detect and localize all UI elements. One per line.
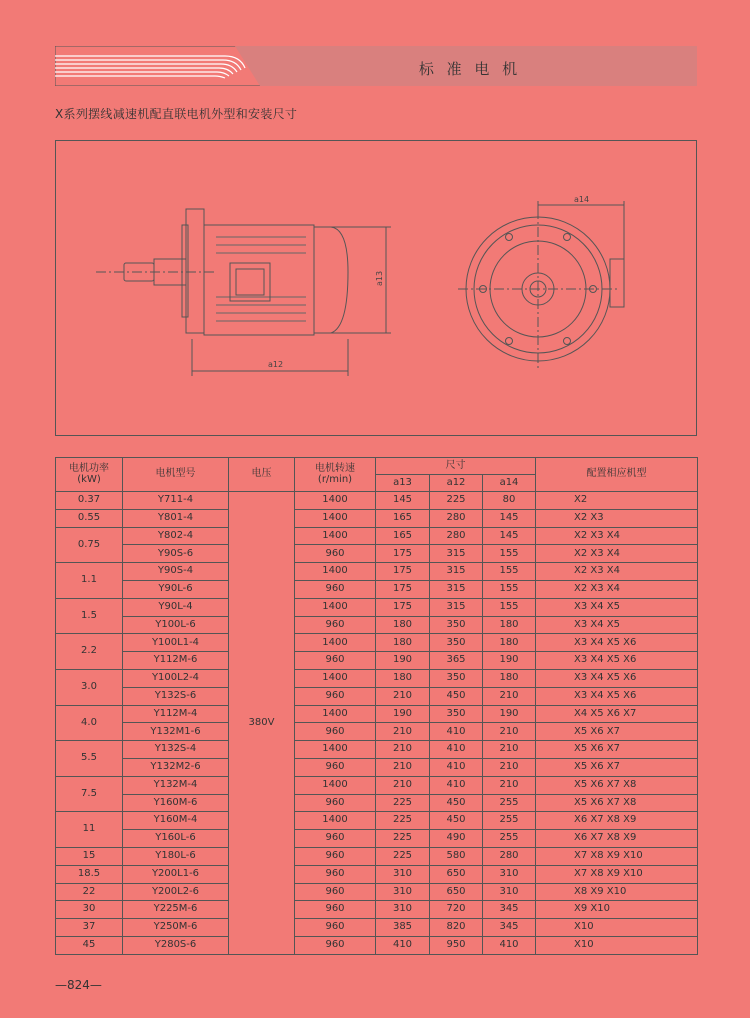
a14-cell: 190 (483, 705, 536, 723)
a14-cell: 210 (483, 723, 536, 741)
fit-cell: X7 X8 X9 X10 (536, 847, 698, 865)
model-cell: Y112M-6 (123, 652, 229, 670)
table-row (56, 776, 698, 794)
a12-cell: 580 (430, 847, 483, 865)
motor-drawing-frame (55, 140, 697, 436)
a14-cell: 310 (483, 865, 536, 883)
table-row (56, 687, 698, 705)
table-row (56, 883, 698, 901)
a13-cell: 210 (376, 776, 430, 794)
model-cell: Y132S-6 (123, 687, 229, 705)
speed-cell: 960 (295, 616, 376, 634)
speed-cell: 1400 (295, 705, 376, 723)
model-cell: Y802-4 (123, 527, 229, 545)
a13-cell: 385 (376, 919, 430, 937)
model-cell: Y180L-6 (123, 847, 229, 865)
model-cell: Y711-4 (123, 492, 229, 510)
power-cell: 1.5 (56, 598, 123, 634)
a14-cell: 210 (483, 687, 536, 705)
a13-cell: 310 (376, 901, 430, 919)
power-cell: 45 (56, 936, 123, 954)
model-cell: Y90S-4 (123, 563, 229, 581)
power-cell: 4.0 (56, 705, 123, 741)
a12-cell: 650 (430, 883, 483, 901)
power-cell: 22 (56, 883, 123, 901)
fit-cell: X6 X7 X8 X9 (536, 830, 698, 848)
fit-cell: X5 X6 X7 X8 (536, 794, 698, 812)
power-cell: 30 (56, 901, 123, 919)
model-cell: Y100L2-4 (123, 669, 229, 687)
fit-cell: X2 X3 X4 (536, 563, 698, 581)
fit-cell: X2 X3 X4 (536, 527, 698, 545)
power-cell: 0.55 (56, 509, 123, 527)
power-cell: 11 (56, 812, 123, 848)
a12-cell: 720 (430, 901, 483, 919)
a12-cell: 490 (430, 830, 483, 848)
fit-cell: X8 X9 X10 (536, 883, 698, 901)
model-cell: Y160L-6 (123, 830, 229, 848)
power-cell: 37 (56, 919, 123, 937)
header-a13: a13 (376, 475, 430, 492)
a14-cell: 155 (483, 598, 536, 616)
a12-cell: 410 (430, 776, 483, 794)
a12-cell: 280 (430, 509, 483, 527)
speed-cell: 1400 (295, 527, 376, 545)
fan-cover-shape (314, 227, 348, 333)
a14-cell: 345 (483, 919, 536, 937)
speed-cell: 1400 (295, 812, 376, 830)
label-a14: a14 (574, 195, 590, 204)
a14-cell: 180 (483, 616, 536, 634)
table-row (56, 758, 698, 776)
a13-cell: 175 (376, 580, 430, 598)
a12-cell: 280 (430, 527, 483, 545)
a12-cell: 450 (430, 687, 483, 705)
a13-cell: 225 (376, 847, 430, 865)
header-power: 电机功率 (kW) (56, 458, 123, 492)
a14-cell: 210 (483, 741, 536, 759)
power-cell: 0.37 (56, 492, 123, 510)
speed-cell: 960 (295, 758, 376, 776)
fit-cell: X3 X4 X5 X6 (536, 652, 698, 670)
section-subtitle: X系列摆线减速机配直联电机外型和安装尺寸 (55, 107, 298, 121)
a14-cell: 145 (483, 509, 536, 527)
fit-cell: X2 X3 (536, 509, 698, 527)
motor-drawing (56, 141, 696, 435)
table-row (56, 901, 698, 919)
header-a12: a12 (430, 475, 483, 492)
fit-cell: X10 (536, 919, 698, 937)
a12-cell: 410 (430, 723, 483, 741)
fit-cell: X2 X3 X4 (536, 545, 698, 563)
a13-cell: 210 (376, 687, 430, 705)
page-number: —824— (55, 978, 102, 992)
table-row (56, 616, 698, 634)
model-cell: Y801-4 (123, 509, 229, 527)
a13-cell: 165 (376, 509, 430, 527)
power-cell: 15 (56, 847, 123, 865)
fit-cell: X7 X8 X9 X10 (536, 865, 698, 883)
header-a14: a14 (483, 475, 536, 492)
model-cell: Y160M-4 (123, 812, 229, 830)
table-row (56, 580, 698, 598)
speed-cell: 1400 (295, 741, 376, 759)
power-cell: 7.5 (56, 776, 123, 812)
power-cell: 3.0 (56, 669, 123, 705)
a13-cell: 410 (376, 936, 430, 954)
a14-cell: 155 (483, 580, 536, 598)
fit-cell: X5 X6 X7 (536, 741, 698, 759)
a14-cell: 255 (483, 830, 536, 848)
flange-shape (186, 209, 204, 333)
a14-cell: 210 (483, 776, 536, 794)
fit-cell: X2 X3 X4 (536, 580, 698, 598)
a12-cell: 450 (430, 794, 483, 812)
a13-cell: 210 (376, 758, 430, 776)
speed-cell: 960 (295, 652, 376, 670)
speed-cell: 1400 (295, 509, 376, 527)
a14-cell: 145 (483, 527, 536, 545)
a12-cell: 350 (430, 616, 483, 634)
a13-cell: 145 (376, 492, 430, 510)
table-row (56, 634, 698, 652)
a13-cell: 180 (376, 634, 430, 652)
a12-cell: 410 (430, 741, 483, 759)
a13-cell: 225 (376, 794, 430, 812)
speed-cell: 960 (295, 901, 376, 919)
fit-cell: X3 X4 X5 (536, 616, 698, 634)
a14-cell: 280 (483, 847, 536, 865)
a13-cell: 165 (376, 527, 430, 545)
header-size: 尺寸 (376, 458, 536, 475)
fit-cell: X2 (536, 492, 698, 510)
table-row (56, 527, 698, 545)
header-model: 电机型号 (123, 458, 229, 492)
a12-cell: 820 (430, 919, 483, 937)
label-a12: a12 (268, 360, 284, 369)
model-cell: Y132M2-6 (123, 758, 229, 776)
model-cell: Y100L-6 (123, 616, 229, 634)
a13-cell: 180 (376, 616, 430, 634)
header-voltage: 电压 (229, 458, 295, 492)
a12-cell: 315 (430, 563, 483, 581)
power-cell: 2.2 (56, 634, 123, 670)
model-cell: Y90S-6 (123, 545, 229, 563)
a13-cell: 310 (376, 883, 430, 901)
table-row (56, 545, 698, 563)
power-cell: 0.75 (56, 527, 123, 563)
speed-cell: 960 (295, 723, 376, 741)
fit-cell: X10 (536, 936, 698, 954)
a13-cell: 175 (376, 598, 430, 616)
model-cell: Y132M-4 (123, 776, 229, 794)
table-row (56, 509, 698, 527)
a14-cell: 345 (483, 901, 536, 919)
spec-table-body (56, 492, 698, 955)
fit-cell: X3 X4 X5 X6 (536, 669, 698, 687)
voltage-cell: 380V (229, 492, 295, 955)
speed-cell: 960 (295, 865, 376, 883)
speed-cell: 960 (295, 545, 376, 563)
fit-cell: X5 X6 X7 (536, 723, 698, 741)
a13-cell: 175 (376, 563, 430, 581)
a14-cell: 155 (483, 545, 536, 563)
table-row (56, 563, 698, 581)
a12-cell: 950 (430, 936, 483, 954)
a12-cell: 650 (430, 865, 483, 883)
a14-cell: 255 (483, 794, 536, 812)
a14-cell: 80 (483, 492, 536, 510)
model-cell: Y200L1-6 (123, 865, 229, 883)
a14-cell: 310 (483, 883, 536, 901)
a14-cell: 180 (483, 669, 536, 687)
a14-cell: 255 (483, 812, 536, 830)
model-cell: Y160M-6 (123, 794, 229, 812)
speed-cell: 1400 (295, 598, 376, 616)
table-row (56, 598, 698, 616)
table-row (56, 741, 698, 759)
speed-cell: 960 (295, 883, 376, 901)
header-speed: 电机转速 (r/min) (295, 458, 376, 492)
a13-cell: 190 (376, 652, 430, 670)
model-cell: Y100L1-4 (123, 634, 229, 652)
speed-cell: 960 (295, 936, 376, 954)
a12-cell: 315 (430, 545, 483, 563)
fit-cell: X5 X6 X7 X8 (536, 776, 698, 794)
speed-cell: 960 (295, 580, 376, 598)
speed-cell: 960 (295, 830, 376, 848)
a12-cell: 450 (430, 812, 483, 830)
table-row (56, 919, 698, 937)
a12-cell: 350 (430, 634, 483, 652)
speed-cell: 1400 (295, 563, 376, 581)
a13-cell: 225 (376, 830, 430, 848)
a12-cell: 315 (430, 598, 483, 616)
a13-cell: 190 (376, 705, 430, 723)
power-cell: 1.1 (56, 563, 123, 599)
a14-cell: 180 (483, 634, 536, 652)
speed-cell: 960 (295, 794, 376, 812)
a13-cell: 210 (376, 723, 430, 741)
model-cell: Y112M-4 (123, 705, 229, 723)
table-row (56, 812, 698, 830)
a14-cell: 210 (483, 758, 536, 776)
table-row (56, 492, 698, 510)
header-fit: 配置相应机型 (536, 458, 698, 492)
speed-cell: 1400 (295, 634, 376, 652)
a12-cell: 350 (430, 705, 483, 723)
model-cell: Y90L-4 (123, 598, 229, 616)
a13-cell: 210 (376, 741, 430, 759)
table-row (56, 652, 698, 670)
a13-cell: 175 (376, 545, 430, 563)
a12-cell: 350 (430, 669, 483, 687)
a14-cell: 410 (483, 936, 536, 954)
table-row (56, 847, 698, 865)
fit-cell: X6 X7 X8 X9 (536, 812, 698, 830)
model-cell: Y132S-4 (123, 741, 229, 759)
header-banner (55, 46, 697, 86)
speed-cell: 1400 (295, 669, 376, 687)
model-cell: Y280S-6 (123, 936, 229, 954)
speed-cell: 960 (295, 847, 376, 865)
power-cell: 18.5 (56, 865, 123, 883)
table-row (56, 936, 698, 954)
fit-cell: X4 X5 X6 X7 (536, 705, 698, 723)
motor-spec-table (55, 457, 698, 955)
fit-cell: X5 X6 X7 (536, 758, 698, 776)
model-cell: Y200L2-6 (123, 883, 229, 901)
a12-cell: 410 (430, 758, 483, 776)
a12-cell: 315 (430, 580, 483, 598)
model-cell: Y90L-6 (123, 580, 229, 598)
a13-cell: 180 (376, 669, 430, 687)
a12-cell: 225 (430, 492, 483, 510)
speed-cell: 960 (295, 687, 376, 705)
fit-cell: X3 X4 X5 X6 (536, 634, 698, 652)
fit-cell: X3 X4 X5 (536, 598, 698, 616)
a13-cell: 225 (376, 812, 430, 830)
speed-cell: 1400 (295, 492, 376, 510)
power-cell: 5.5 (56, 741, 123, 777)
speed-cell: 1400 (295, 776, 376, 794)
page-title: 标 准 电 机 (418, 60, 522, 78)
motor-body-shape (204, 225, 314, 335)
table-row (56, 669, 698, 687)
a12-cell: 365 (430, 652, 483, 670)
a14-cell: 190 (483, 652, 536, 670)
a13-cell: 310 (376, 865, 430, 883)
table-row (56, 794, 698, 812)
fit-cell: X3 X4 X5 X6 (536, 687, 698, 705)
model-cell: Y250M-6 (123, 919, 229, 937)
a14-cell: 155 (483, 563, 536, 581)
table-row (56, 865, 698, 883)
table-row (56, 705, 698, 723)
table-row (56, 723, 698, 741)
label-a13: a13 (375, 270, 384, 286)
fit-cell: X9 X10 (536, 901, 698, 919)
table-row (56, 830, 698, 848)
model-cell: Y225M-6 (123, 901, 229, 919)
speed-cell: 960 (295, 919, 376, 937)
model-cell: Y132M1-6 (123, 723, 229, 741)
